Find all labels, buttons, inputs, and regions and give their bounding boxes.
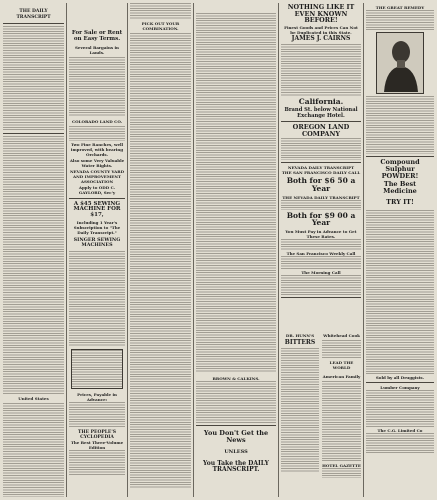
bitters-ad (281, 333, 319, 473)
text-block (69, 402, 125, 428)
column-1 (3, 3, 64, 497)
text-block (366, 210, 434, 375)
text-block (281, 239, 361, 251)
text-block (196, 13, 276, 373)
dr-hunn-heading: DR. HUNN'S (285, 333, 315, 338)
colorado-heading: COLORADO LAND CO. (72, 118, 122, 124)
apply-line: Apply to ODD C. GAYLORD, Sec'y (78, 184, 116, 195)
text-block (3, 26, 64, 131)
oregon-heading: OREGON LAND COMPANY (292, 123, 350, 139)
column-rule (66, 3, 67, 497)
text-block (281, 256, 361, 270)
druggists-line: Sold by all Druggists. (375, 374, 425, 380)
text-block (69, 57, 125, 117)
divider (366, 156, 434, 157)
limited-heading: The C.G. Limited Co (377, 427, 423, 433)
merchant-name: JAMES J. CAIRNS (291, 35, 351, 43)
morning-call-heading: The Morning Call (301, 270, 341, 276)
headline: NOTHING LIKE IT EVEN KNOWN BEFORE! (287, 3, 355, 25)
column-rule (363, 3, 364, 497)
text-block (322, 468, 361, 478)
column-3 (130, 3, 191, 497)
text-block (69, 126, 125, 141)
advance-notice: You Must Pay in Advance to Get These Rates. (285, 229, 357, 240)
combination-heading: PICK OUT YOUR COMBINATION. (141, 21, 180, 31)
divider (69, 198, 125, 199)
cyclopedia-heading: THE PEOPLE'S CYCLOPEDIA (78, 429, 116, 440)
text-block (322, 340, 361, 358)
sale-subheading: Several Bargains in Lands. (75, 44, 119, 55)
divider (281, 121, 361, 122)
calkins-heading: BROWN & CALKINS. (212, 376, 260, 381)
text-block (69, 450, 125, 475)
notice-heading: United States (18, 396, 49, 401)
water-heading: Also some Very Valuable Water Rights. (69, 157, 125, 168)
text-block (366, 433, 434, 453)
text-block (69, 251, 125, 346)
association-heading: NEVADA COUNTY YARD AND IMPROVEMENT ASSOCIATION (69, 168, 125, 184)
news-ad-line-2: UNLESS (224, 448, 248, 455)
text-block (281, 200, 361, 210)
weekly-call-heading: The San Francisco Weekly Call (286, 251, 356, 257)
cyclopedia-subheading: The Best Three-Volume Edition (70, 440, 124, 451)
portrait-illustration (376, 32, 424, 94)
divider (3, 23, 64, 24)
compound-heading: Compound Sulphur POWDER! (380, 158, 420, 180)
column-6 (366, 3, 434, 497)
sewing-subheading: Including 1 Year's Subscription to "The Daily Transcript." (73, 219, 121, 235)
text-block (322, 381, 361, 461)
remedy-heading: THE GREAT REMEDY (375, 5, 425, 10)
text-block (3, 136, 64, 394)
column-2 (69, 3, 125, 497)
transcript-heading: NEVADA DAILY TRANSCRIPT (287, 164, 355, 170)
text-block (366, 96, 434, 154)
news-ad-line-3: You Take the DAILY TRANSCRIPT. (203, 459, 269, 474)
sewing-heading: A $45 SEWING MACHINE FOR $17, (73, 200, 121, 219)
lead-heading: LEAD THE WORLD (329, 360, 354, 370)
text-block (281, 348, 319, 473)
lumber-heading: Lumber Company (380, 384, 420, 390)
text-block (366, 10, 434, 30)
text-block (281, 138, 361, 160)
hotel-heading: HOTEL GAZETTE (322, 463, 361, 468)
divider (366, 382, 434, 383)
american-heading: American Family (322, 374, 361, 379)
sf-daily-heading: THE SAN FRANCISCO DAILY CALL (281, 169, 361, 175)
prices-heading: Prices, Payable in Advance: (77, 391, 117, 402)
column-rule (127, 3, 128, 497)
divider (196, 425, 276, 426)
bitters-heading: BITTERS (284, 339, 316, 346)
text-block (281, 44, 361, 96)
weekly-heading: THE NEVADA DAILY TRANSCRIPT (282, 194, 360, 200)
both-offer-2: Both for $9 00 a Year (286, 210, 356, 228)
column-5 (281, 3, 361, 497)
both-offer-1: Both for $6 50 a Year (286, 175, 356, 193)
text-block (366, 390, 434, 428)
cook-heading: Whitehead Cook (323, 333, 360, 338)
text-block (196, 381, 276, 423)
text-block (130, 33, 191, 488)
best-medicine-heading: The Best Medicine (383, 180, 417, 196)
masthead: THE DAILY TRANSCRIPT (16, 9, 51, 20)
text-block (130, 3, 191, 19)
divider (281, 297, 361, 298)
try-it-heading: TRY IT! (386, 198, 414, 207)
news-ad-line-1: You Don't Get the News (203, 429, 269, 444)
sale-heading: For Sale or Rent on Easy Terms. (71, 30, 123, 42)
divider (3, 133, 64, 134)
column-rule (193, 3, 194, 497)
cook-ad (322, 333, 361, 478)
store-heading: Brand St. below National Exchange Hotel. (284, 107, 358, 119)
column-rule (278, 3, 279, 497)
text-block (281, 275, 361, 295)
divider (281, 162, 361, 163)
singer-heading: SINGER SEWING MACHINES (73, 236, 121, 248)
text-block (3, 403, 64, 497)
ranches-heading: Two Fine Ranches, well improved, with bearing Orchards. (70, 141, 124, 157)
california-heading: California. (298, 97, 344, 107)
headline-sub: Finest Goods and Prices Can Not be Duplicated in this State. (284, 25, 358, 36)
portrait-icon (378, 34, 424, 92)
sewing-machine-illustration (71, 349, 123, 389)
column-4 (196, 3, 276, 497)
